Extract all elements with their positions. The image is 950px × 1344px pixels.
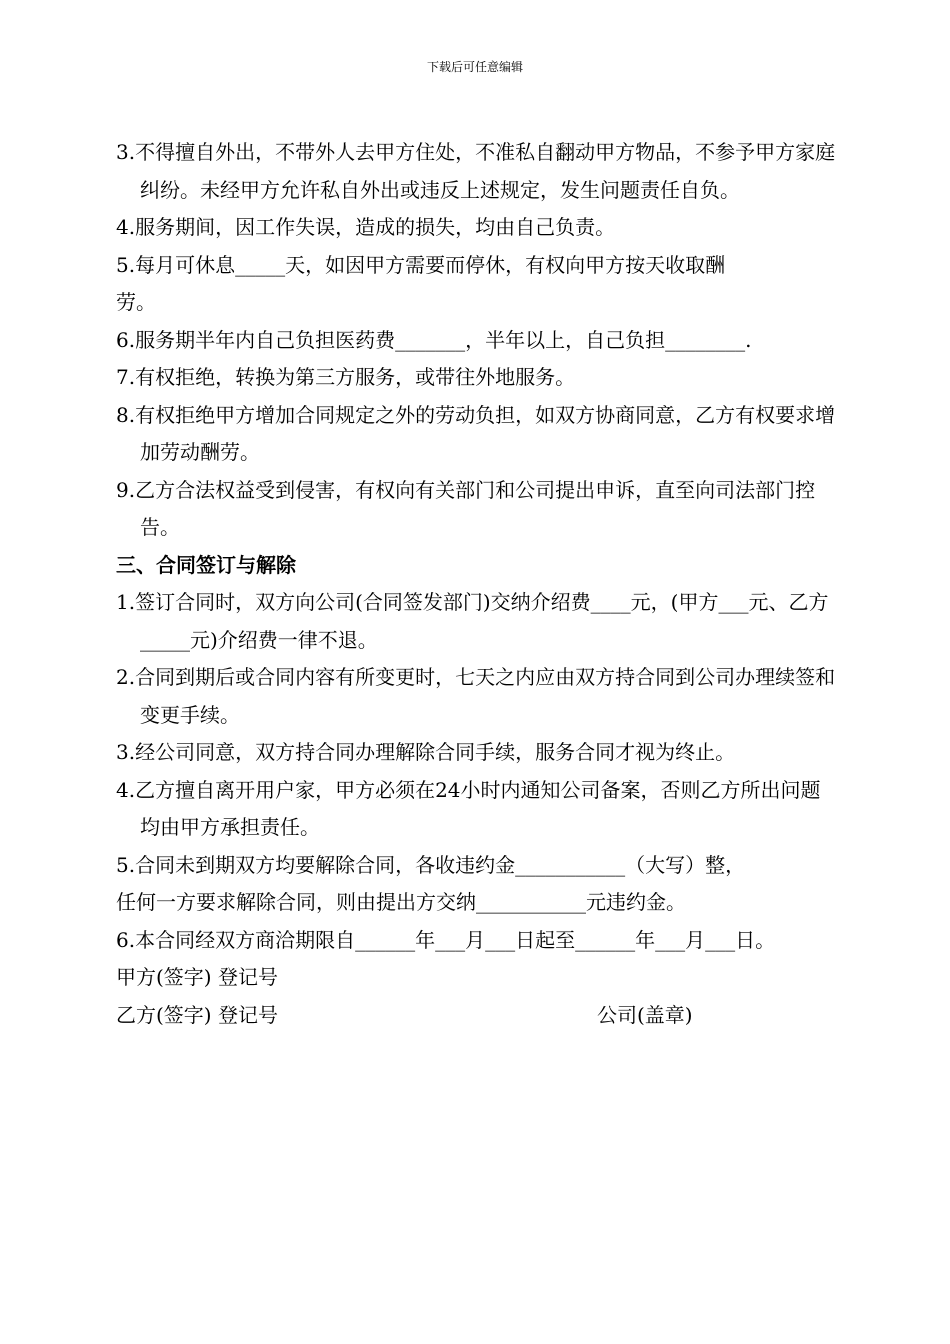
section3-clause-5-line1: 5.合同未到期双方均要解除合同，各收违约金___________（大写）整，: [116, 852, 746, 877]
section3-clause-4: 4.乙方擅自离开用户家，甲方必须在24小时内通知公司备案，否则乙方所出问题均由甲方承担责任。: [116, 777, 821, 839]
section3-clause-5-line2: 任何一方要求解除合同，则由提出方交纳___________元违约金。: [116, 890, 686, 914]
company-seal-label: 公司(盖章): [597, 1002, 693, 1027]
clause-7: 7.有权拒绝，转换为第三方服务，或带往外地服务。: [116, 365, 576, 389]
clause-3: 3.不得擅自外出，不带外人去甲方住处，不准私自翻动甲方物品，不参予甲方家庭纠纷。未经甲方允许私自外出或违反上述规定，发生问题责任自负。: [116, 140, 836, 202]
section3-clause-6: 6.本合同经双方商洽期限自______年___月___日起至______年___月___日。: [116, 927, 776, 952]
section3-clause-2: 2.合同到期后或合同内容有所变更时，七天之内应由双方持合同到公司办理续签和变更手续。: [116, 665, 836, 727]
clause-9: 9.乙方合法权益受到侵害，有权向有关部门和公司提出申诉，直至向司法部门控告。: [116, 477, 816, 539]
clause-6: 6.服务期半年内自己负担医药费_______，半年以上，自己负担________.: [116, 327, 752, 352]
signature-party-b: [116, 997, 840, 1035]
party-a-label: 甲方(签字) 登记号: [116, 965, 278, 989]
contract-body: [116, 134, 840, 1034]
signature-party-a: [116, 959, 840, 997]
clause-4: 4.服务期间，因工作失误，造成的损失，均由自己负责。: [116, 215, 616, 239]
section-heading: 三、合同签订与解除: [116, 552, 296, 577]
clause-5-line2: 劳。: [116, 290, 156, 314]
clause-5-line1: 5.每月可休息_____天，如因甲方需要而停休，有权向甲方按天收取酬: [116, 252, 726, 277]
section3-clause-3: 3.经公司同意，双方持合同办理解除合同手续，服务合同才视为终止。: [116, 740, 736, 764]
clause-8: 8.有权拒绝甲方增加合同规定之外的劳动负担，如双方协商同意，乙方有权要求增加劳动酬劳。: [116, 402, 836, 464]
party-b-label: 乙方(签字) 登记号: [116, 1002, 278, 1027]
section3-clause-1: 1.签订合同时，双方向公司(合同签发部门)交纳介绍费____元，(甲方___元、乙方_____元)介绍费一律不退。: [116, 590, 829, 652]
page-header: 下载后可任意编辑: [426, 60, 523, 74]
